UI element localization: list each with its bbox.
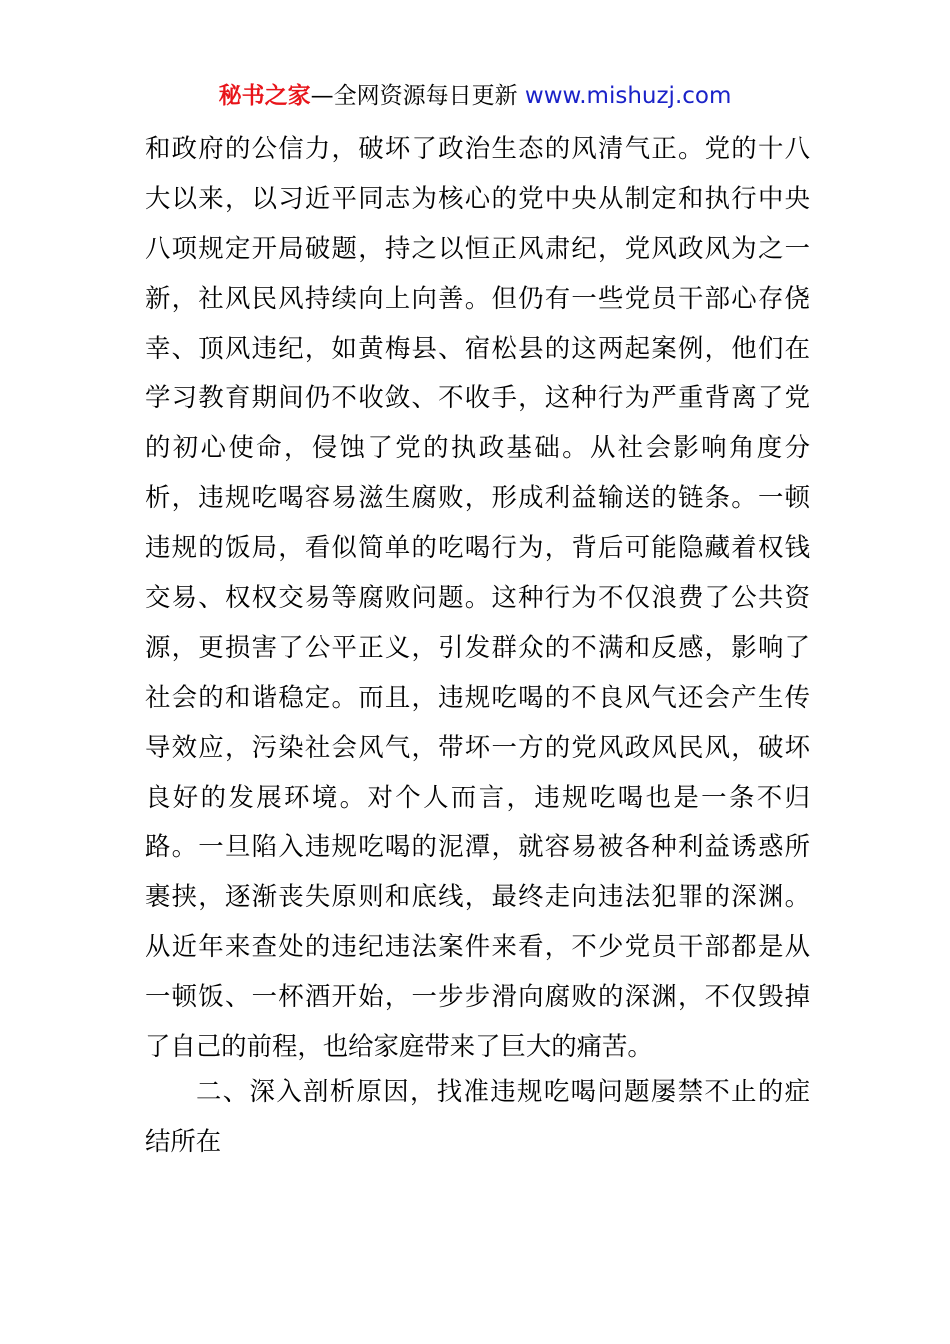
paragraph-line: 学习教育期间仍不收敛、不收手，这种行为严重背离了党 xyxy=(145,382,810,413)
paragraph-line: 和政府的公信力，破坏了政治生态的风清气正。党的十八 xyxy=(145,133,810,163)
paragraph-line: 导效应，污染社会风气，带坏一方的党风政风民风，破坏 xyxy=(145,731,810,762)
paragraph-line: 新，社风民风持续向上向善。但仍有一些党员干部心存侥 xyxy=(145,282,810,313)
paragraph-line: 析，违规吃喝容易滋生腐败，形成利益输送的链条。一顿 xyxy=(145,482,810,513)
paragraph-line: 良好的发展环境。对个人而言，违规吃喝也是一条不归 xyxy=(145,781,810,812)
site-tagline: —全网资源每日更新 xyxy=(310,83,518,109)
section-heading-line: 结所在 xyxy=(145,1125,222,1156)
paragraph-line: 路。一旦陷入违规吃喝的泥潭，就容易被各种利益诱惑所 xyxy=(145,831,810,862)
paragraph-line: 交易、权权交易等腐败问题。这种行为不仅浪费了公共资 xyxy=(145,582,810,613)
paragraph-line: 裹挟，逐渐丧失原则和底线，最终走向违法犯罪的深渊。 xyxy=(145,881,810,912)
section-heading xyxy=(145,1067,810,1167)
paragraph-line: 八项规定开局破题，持之以恒正风肃纪，党风政风为之一 xyxy=(145,232,810,263)
paragraph-line: 幸、顶风违纪，如黄梅县、宿松县的这两起案例，他们在 xyxy=(145,332,810,363)
body-paragraph xyxy=(145,124,810,1072)
section-heading-line: 二、深入剖析原因，找准违规吃喝问题屡禁不止的症 xyxy=(196,1076,810,1106)
paragraph-line: 的初心使命，侵蚀了党的执政基础。从社会影响角度分 xyxy=(145,432,810,463)
paragraph-line: 源，更损害了公平正义，引发群众的不满和反感，影响了 xyxy=(145,631,810,662)
site-header xyxy=(0,79,950,113)
paragraph-line: 大以来，以习近平同志为核心的党中央从制定和执行中央 xyxy=(145,182,810,213)
paragraph-line: 从近年来查处的违纪违法案件来看，不少党员干部都是从 xyxy=(145,931,810,962)
paragraph-line: 一顿饭、一杯酒开始，一步步滑向腐败的深渊，不仅毁掉 xyxy=(145,981,810,1012)
site-brand: 秘书之家 xyxy=(218,83,311,109)
paragraph-line: 违规的饭局，看似简单的吃喝行为，背后可能隐藏着权钱 xyxy=(145,532,810,563)
paragraph-line: 社会的和谐稳定。而且，违规吃喝的不良风气还会产生传 xyxy=(145,681,810,712)
site-url-link[interactable]: www.mishuzj.com xyxy=(524,83,732,109)
paragraph-line: 了自己的前程，也给家庭带来了巨大的痛苦。 xyxy=(145,1031,653,1062)
